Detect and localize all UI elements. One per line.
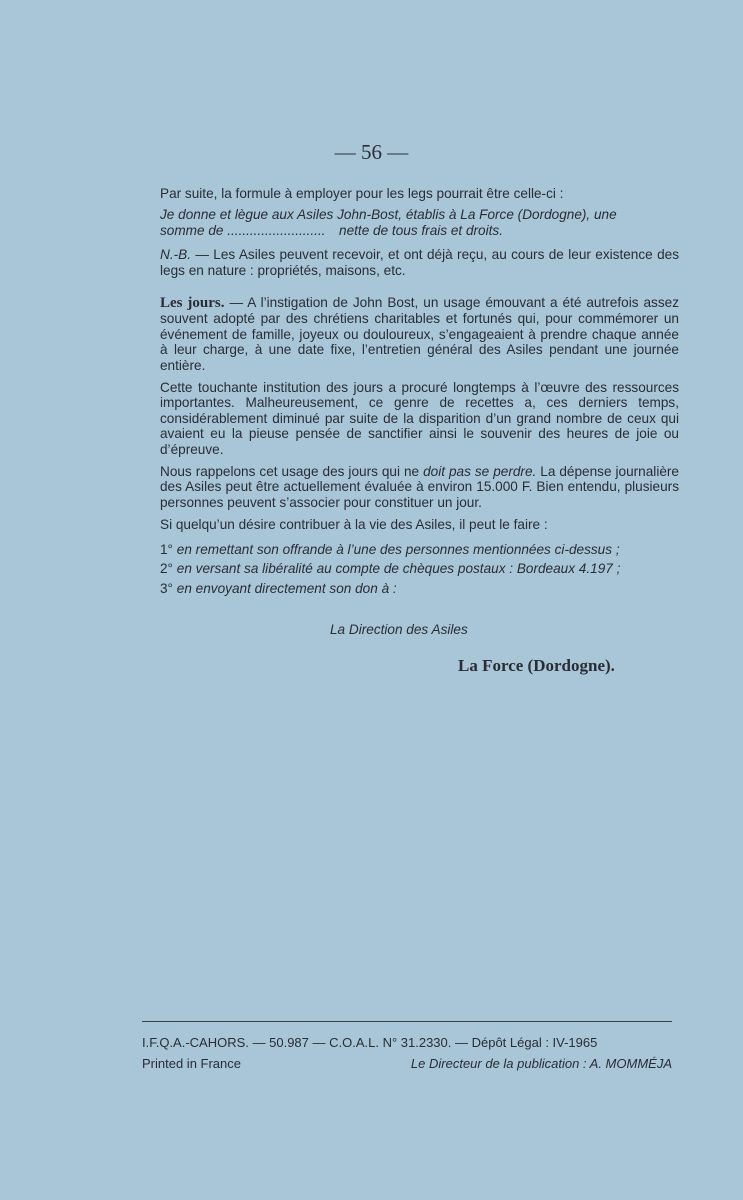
legs-formula <box>160 207 679 238</box>
list-item-2 <box>160 561 679 576</box>
page-number: — 56 — <box>334 140 409 164</box>
jours-p4: Si quelqu’un désire contribuer à la vie des Asiles, il peut le faire : <box>160 517 548 533</box>
jours-section <box>160 295 679 596</box>
footer-divider <box>142 1021 672 1022</box>
item1-num: 1° <box>160 541 173 557</box>
legs-intro: Par suite, la formule à employer pour les legs pourrait être celle-ci : <box>160 186 564 201</box>
item1-text: en remettant son offrande à l’une des personnes mentionnées ci-dessus ; <box>173 541 620 557</box>
jours-heading: Les jours. <box>160 295 225 311</box>
legs-section <box>160 186 679 278</box>
item3-text: en envoyant directement son don à : <box>173 580 397 596</box>
jours-p3 <box>160 464 679 510</box>
jours-p3-italic: doit pas se perdre. <box>423 464 537 480</box>
jours-p2: Cette touchante institution des jours a procuré longtemps à l’œuvre des ressources importantes. Malheureusement, ce genre de recettes a, ces derniers temps, considérablement diminué par suite de la disparition d’un grand nombre de ceux qui avaient eu la pieuse pensée de sanctifier ainsi le souvenir des heures de joie ou d’épreuve. <box>160 380 679 457</box>
formula-line2-end: nette de tous frais et droits. <box>339 222 503 238</box>
formula-line2-start: somme de <box>160 222 224 238</box>
footer-line-2 <box>142 1056 672 1072</box>
publication-director: Le Directeur de la publication : A. MOMMÉJA <box>410 1056 672 1071</box>
jours-p3-start: Nous rappelons cet usage des jours qui ne <box>160 464 424 480</box>
signature-place: La Force (Dordogne). <box>458 656 615 675</box>
formula-dots: .......................... <box>227 222 326 238</box>
list-item-1 <box>160 542 679 557</box>
nb-text: — Les Asiles peuvent recevoir, et ont déjà reçu, au cours de leur existence des legs en nature : propriétés, maisons, etc. <box>160 247 679 278</box>
printed-in: Printed in France <box>142 1056 241 1071</box>
jours-p1-text: — A l’instigation de John Bost, un usage émouvant a été autrefois assez souvent adopté par des chrétiens charitables et fortunés qui, pour commémorer un événement de famille, joyeux ou douloureux, s’engageaient à prendre chaque année à leur charge, à une date fixe, l’entretien général des Asiles pendant une journée entière. <box>160 295 679 373</box>
item3-num: 3° <box>160 580 173 596</box>
signature-direction: La Direction des Asiles <box>330 622 468 637</box>
jours-p3-end: La dépense journalière des Asiles peut être actuellement évaluée à environ 15.000 F. Bien entendu, plusieurs personnes peuvent s’associer pour constituer un jour. <box>160 464 679 510</box>
item2-num: 2° <box>160 561 173 577</box>
jours-p1 <box>160 295 679 373</box>
nb-label: N.-B. <box>160 247 191 263</box>
formula-line1: Je donne et lègue aux Asiles John-Bost, établis à La Force (Dordogne), une <box>160 207 617 223</box>
item2-text: en versant sa libéralité au compte de chèques postaux : Bordeaux 4.197 ; <box>173 561 621 577</box>
list-item-3 <box>160 581 679 596</box>
footer-line-1: I.F.Q.A.-CAHORS. — 50.987 — C.O.A.L. N° 31.2330. — Dépôt Légal : IV-1965 <box>142 1035 598 1050</box>
nb-paragraph <box>160 247 679 278</box>
